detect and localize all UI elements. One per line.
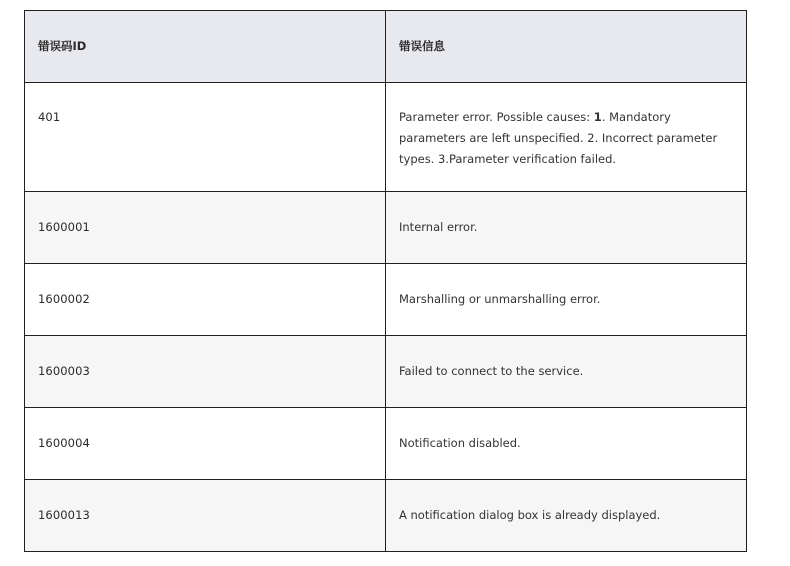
error-message-cell: Failed to connect to the service. — [386, 336, 747, 408]
error-message-cell: A notification dialog box is already displayed. — [386, 480, 747, 552]
error-code-cell: 1600002 — [25, 264, 386, 336]
error-code-cell: 1600003 — [25, 336, 386, 408]
table-header-row — [25, 11, 747, 83]
error-message-cell: Marshalling or unmarshalling error. — [386, 264, 747, 336]
table-row — [25, 408, 747, 480]
error-message-cell: Internal error. — [386, 192, 747, 264]
header-error-code: 错误码ID — [25, 11, 386, 83]
error-code-cell: 1600004 — [25, 408, 386, 480]
table-row — [25, 336, 747, 408]
table-row — [25, 480, 747, 552]
error-message-cell: Notification disabled. — [386, 408, 747, 480]
error-code-cell: 1600013 — [25, 480, 386, 552]
error-message-text: Parameter error. Possible causes: — [399, 110, 594, 124]
table-row — [25, 83, 747, 192]
table-row — [25, 264, 747, 336]
error-message-text: . Mandatory parameters are left unspecified. 2. Incorrect parameter types. 3.Parameter verification failed. — [399, 110, 718, 166]
error-code-table — [24, 10, 747, 552]
error-code-cell: 401 — [25, 83, 386, 192]
error-code-cell: 1600001 — [25, 192, 386, 264]
error-message-emphasis: 1 — [593, 110, 602, 124]
error-message-cell — [386, 83, 747, 192]
header-error-message: 错误信息 — [386, 11, 747, 83]
table-row — [25, 192, 747, 264]
